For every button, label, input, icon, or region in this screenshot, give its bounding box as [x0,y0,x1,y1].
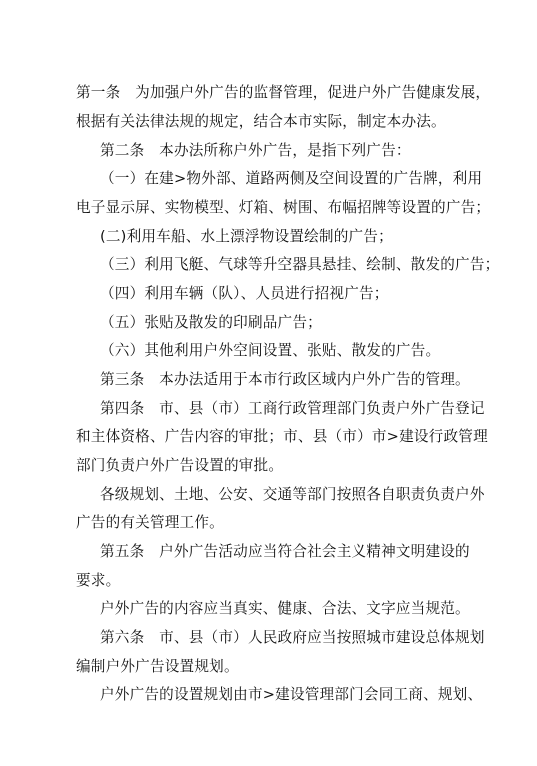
text-line: 广告的有关管理工作。 [76,514,224,531]
text-line: 部门负责户外广告设置的审批。 [76,457,284,474]
text-line: (二)利用车船、水上漂浮物设置绘制的广告； [100,228,393,245]
text-line: （六）其他利用户外空间设置、张贴、散发的广告。 [100,342,441,359]
text-line: 第五条 户外广告活动应当符合社会主义精神文明建设的 [100,543,470,560]
text-line: 要求。 [76,572,121,589]
text-line: 和主体资格、广告内容的审批；市、县（市）市>建设行政管理 [76,428,488,445]
text-line: 第二条 本办法所称户外广告，是指下列广告： [100,142,411,159]
text-line: 户外广告的设置规划由市>建设管理部门会同工商、规划、 [100,686,483,703]
text-line: （三）利用飞艇、气球等升空器具悬挂、绘制、散发的广告； [100,256,500,273]
text-line: （五）张贴及散发的印刷品广告； [100,314,322,331]
text-line: 户外广告的内容应当真实、健康、合法、文字应当规范。 [100,600,470,617]
text-line: 编制户外广告设置规划。 [76,658,239,675]
text-line: 第三条 本办法适用于本市行政区域内户外广告的管理。 [100,371,470,388]
text-line: 第六条 市、县（市）人民政府应当按照城市建设总体规划 [100,629,485,646]
text-line: 各级规划、土地、公安、交通等部门按照各自职责负责户外 [100,486,485,503]
text-line: 电子显示屏、实物模型、灯箱、树围、布幅招牌等设置的广告； [76,199,491,216]
text-line: （一）在建>物外部、道路两侧及空间设置的广告牌，利用 [100,170,483,187]
text-line: 第四条 市、县（市）工商行政管理部门负责户外广告登记 [100,400,485,417]
text-line: 第一条 为加强户外广告的监督管理，促进户外广告健康发展， [76,84,491,101]
text-line: （四）利用车辆（队）、人员进行招视广告； [100,285,389,302]
text-line: 根据有关法律法规的规定，结合本市实际，制定本办法。 [76,113,446,130]
